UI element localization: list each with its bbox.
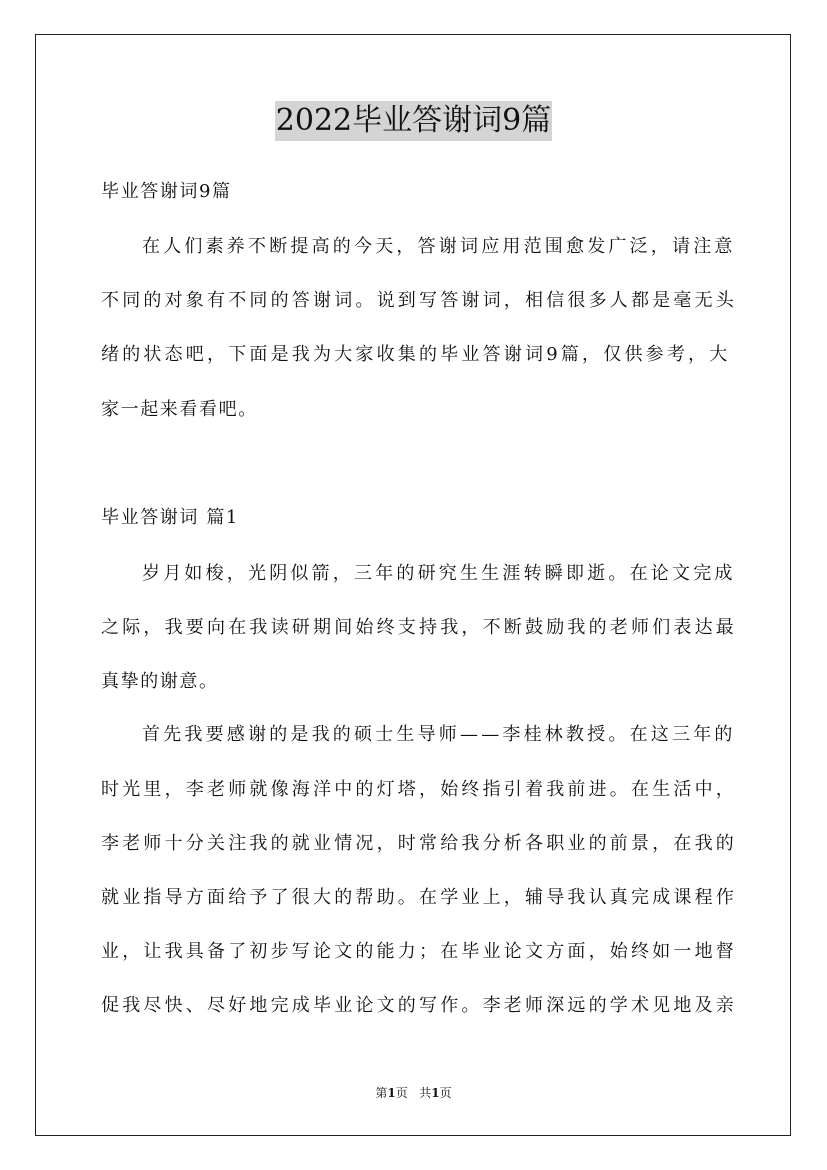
subtitle: 毕业答谢词9篇 <box>101 181 232 202</box>
footer-total-suffix: 页 <box>439 1086 452 1100</box>
footer-total-prefix: 共 <box>419 1086 432 1100</box>
paragraph-line: 首先我要感谢的是我的硕士生导师——李桂林教授。在这三年的 <box>142 724 736 745</box>
paragraph-line: 就业指导方面给予了很大的帮助。在学业上，辅导我认真完成课程作 <box>101 887 737 908</box>
footer-total-number: 1 <box>431 1086 440 1100</box>
paragraph-line: 家一起来看看吧。 <box>101 399 258 420</box>
paragraph-line: 时光里，李老师就像海洋中的灯塔，始终指引着我前进。在生活中， <box>101 779 737 800</box>
footer-page-number: 1 <box>387 1086 396 1100</box>
paragraph-line: 促我尽快、尽好地完成毕业论文的写作。李老师深远的学术见地及亲 <box>101 995 737 1016</box>
paragraph-line: 李老师十分关注我的就业情况，时常给我分析各职业的前景，在我的 <box>101 833 737 854</box>
title-container <box>0 101 827 141</box>
paragraph-line: 之际，我要向在我读研期间始终支持我，不断鼓励我的老师们表达最 <box>101 617 737 638</box>
footer-page-prefix: 第 <box>375 1086 388 1100</box>
paragraph-line: 业，让我具备了初步写论文的能力；在毕业论文方面，始终如一地督 <box>101 941 737 962</box>
paragraph-line: 真挚的谢意。 <box>101 671 219 692</box>
paragraph-line: 岁月如梭，光阴似箭，三年的研究生生涯转瞬即逝。在论文完成 <box>142 563 736 584</box>
paragraph-line: 在人们素养不断提高的今天，答谢词应用范围愈发广泛，请注意 <box>142 236 736 257</box>
document-title: 2022毕业答谢词9篇 <box>275 101 552 141</box>
paragraph-line: 不同的对象有不同的答谢词。说到写答谢词，相信很多人都是毫无头 <box>101 290 737 311</box>
section-heading: 毕业答谢词 篇1 <box>101 507 239 528</box>
footer-page-suffix: 页 <box>395 1086 408 1100</box>
page-footer <box>0 1085 827 1101</box>
paragraph-line: 绪的状态吧，下面是我为大家收集的毕业答谢词9篇，仅供参考，大 <box>101 344 731 365</box>
